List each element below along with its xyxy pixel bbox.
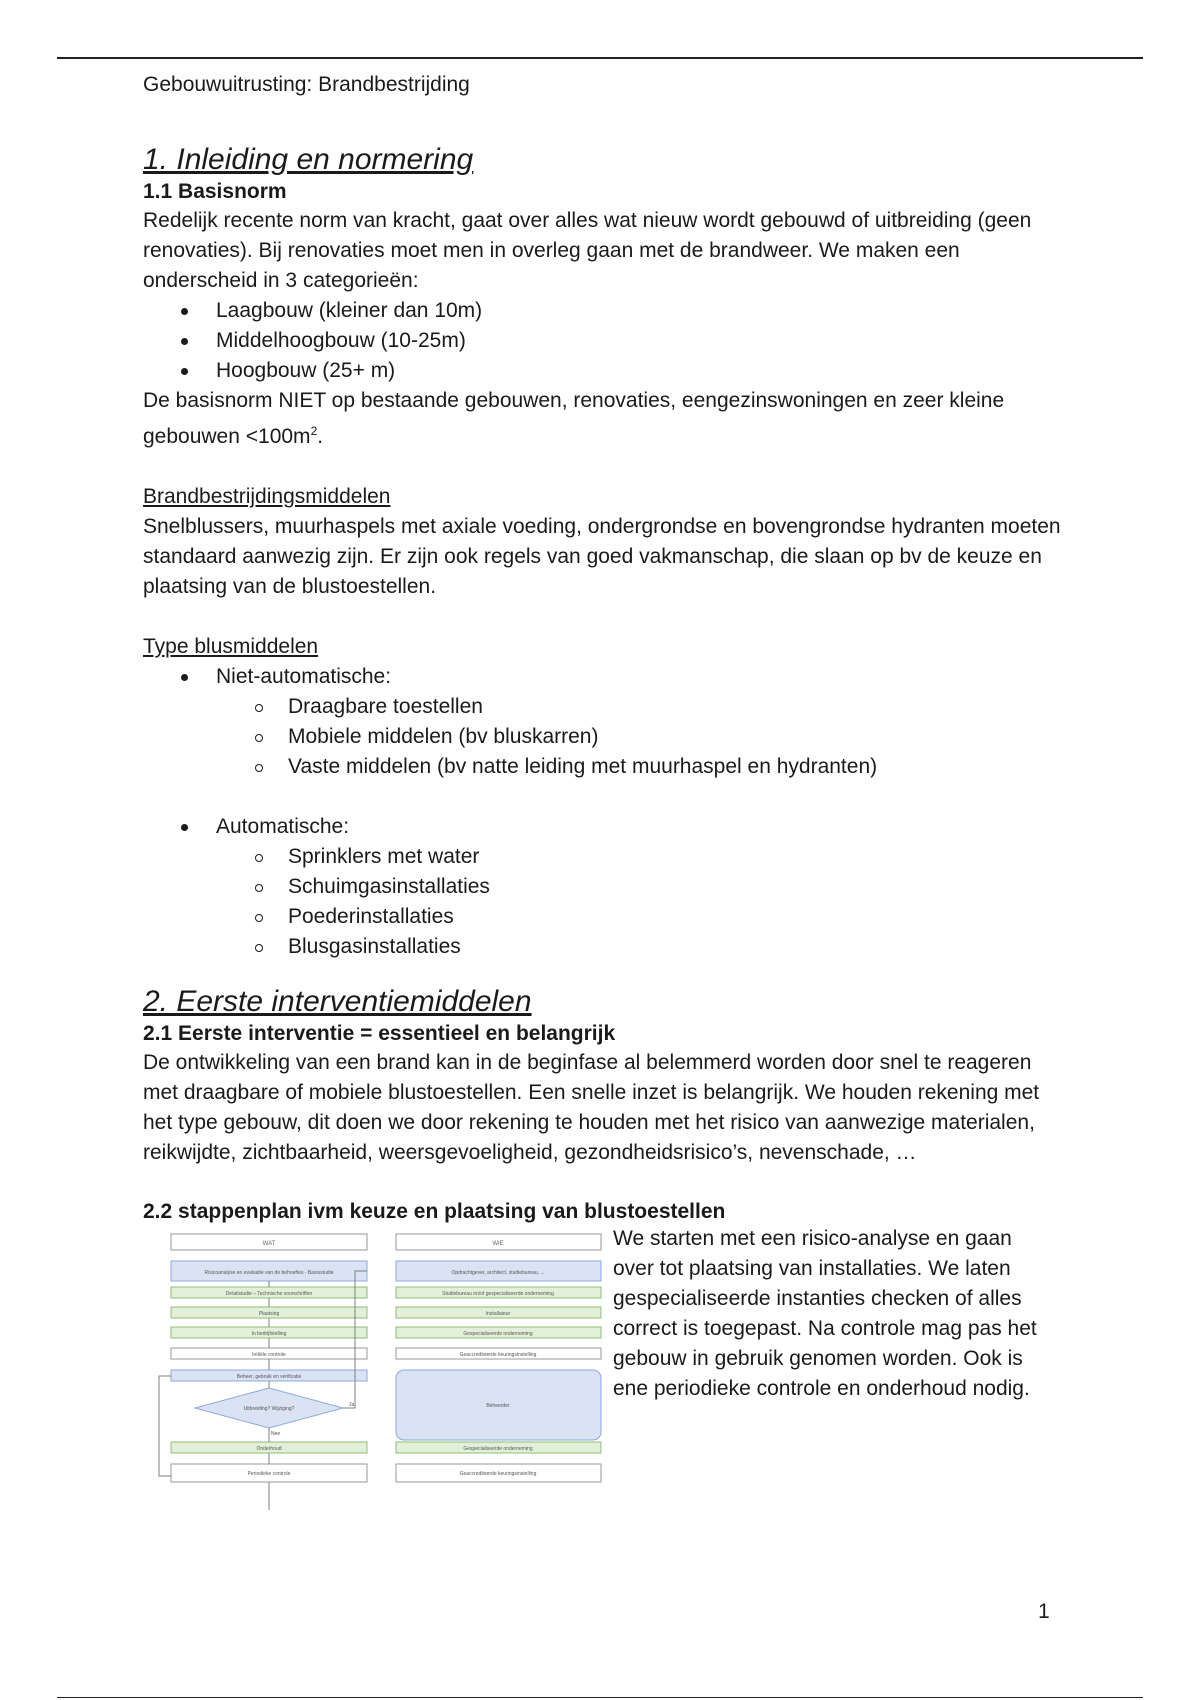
flow-step-label: Onderhoud	[256, 1446, 282, 1452]
header-rule	[57, 57, 1143, 59]
types-heading: Type blusmiddelen	[143, 635, 319, 658]
auto-sublist	[143, 842, 1063, 962]
flow-step-label: Risicoanalyse en evaluatie van de behoeftes - Basisstudie	[204, 1270, 334, 1276]
flow-step-label: Plaatsing	[258, 1311, 280, 1317]
subsection-2-2-title: 2.2 stappenplan ivm keuze en plaatsing van blustoestellen	[143, 1200, 726, 1223]
running-header: Gebouwuitrusting: Brandbestrijding	[143, 73, 470, 96]
flow-role-label: Opdrachtgever, architect, studiebureau, ...	[451, 1270, 545, 1276]
means-heading: Brandbestrijdingsmiddelen	[143, 485, 391, 508]
flow-step-label: In bedrijfstelling	[251, 1331, 287, 1337]
types-list-auto	[143, 812, 1063, 842]
list-item: Mobiele middelen (bv bluskarren)	[143, 722, 1063, 752]
flow-decision-label: Uitbreiding? Wijziging?	[243, 1406, 295, 1412]
list-item: Hoogbouw (25+ m)	[143, 356, 1063, 386]
list-item: Niet-automatische:	[143, 662, 1063, 692]
category-list	[143, 296, 1063, 386]
list-item: Vaste middelen (bv natte leiding met muurhaspel en hydranten)	[143, 752, 1063, 782]
list-item: Automatische:	[143, 812, 1063, 842]
flow-step-label: Periodieke controle	[247, 1471, 291, 1477]
subsection-2-1-title: 2.1 Eerste interventie = essentieel en belangrijk	[143, 1022, 616, 1045]
interventie-paragraph: De ontwikkeling van een brand kan in de beginfase al belemmerd worden door snel te reageren met draagbare of mobiele blustoestellen. Een snelle inzet is belangrijk. We houden rekening met het type gebouw, dit doen we door rekening te houden met het risico van aanwezige materialen, reikwijdte, zichtbaarheid, weersgevoeligheid, gezondheidsrisico’s, nevenschade, …	[143, 1051, 1040, 1164]
flow-step-label: Detailstudie – Technische voorschriften	[225, 1291, 313, 1297]
flow-step-label: Beheer, gebruik en verificatie	[236, 1374, 302, 1380]
flow-no-label: Nee	[271, 1431, 281, 1437]
list-item: Middelhoogbouw (10-25m)	[143, 326, 1063, 356]
section-1-title: 1. Inleiding en normering	[143, 143, 474, 176]
list-item: Schuimgasinstallaties	[143, 872, 1063, 902]
page-content	[143, 70, 1063, 1518]
page-number: 1	[1038, 1600, 1050, 1623]
flow-role-label: Installateur	[485, 1311, 511, 1317]
footer-rule	[57, 1697, 1143, 1698]
flow-role-label: Beheerder	[486, 1403, 510, 1409]
flow-yes-label: Ja	[349, 1402, 355, 1408]
stappenplan-flowchart	[143, 1228, 608, 1518]
flow-header-wie-label: WIE	[492, 1241, 504, 1247]
types-list	[143, 662, 1063, 692]
stappenplan-paragraph: We starten met een risico-analyse en gaan over tot plaatsing van installaties. We laten gespecialiseerde instanties checken of alles correct is toegepast. Na controle mag pas het gebouw in gebruik genomen worden. Ook is ene periodieke controle en onderhoud nodig.	[613, 1227, 1037, 1400]
section-2-title: 2. Eerste interventiemiddelen	[143, 985, 532, 1018]
subsection-1-1-title: 1.1 Basisnorm	[143, 180, 287, 203]
list-item: Laagbouw (kleiner dan 10m)	[143, 296, 1063, 326]
list-item: Sprinklers met water	[143, 842, 1063, 872]
flow-role-label: Studiebureau en/of gespecialiseerde onderneming	[442, 1291, 554, 1297]
flow-role-label: Gespecialiseerde onderneming	[463, 1446, 533, 1452]
stappenplan-row	[143, 1228, 1063, 1518]
list-item: Draagbare toestellen	[143, 692, 1063, 722]
list-item: Poederinstallaties	[143, 902, 1063, 932]
flow-header-wat-label: WAT	[262, 1241, 276, 1247]
list-item: Blusgasinstallaties	[143, 932, 1063, 962]
basisnorm-intro: Redelijk recente norm van kracht, gaat over alles wat nieuw wordt gebouwd of uitbreiding (geen renovaties). Bij renovaties moet men in overleg gaan met de brandweer. We maken een onderscheid in 3 categorieën:	[143, 209, 1032, 292]
flow-role-label: Geaccrediteerde keuringsinstelling	[459, 1352, 537, 1358]
not-applicable-paragraph: De basisnorm NIET op bestaande gebouwen, renovaties, eengezinswoningen en zeer kleine gebouwen $<100m^2$.	[143, 389, 1005, 448]
means-paragraph: Snelblussers, muurhaspels met axiale voeding, ondergrondse en bovengrondse hydranten moeten standaard aanwezig zijn. Er zijn ook regels van goed vakmanschap, die slaan op bv de keuze en plaatsing van de blustoestellen.	[143, 515, 1061, 598]
flow-role-label: Gespecialiseerde onderneming	[463, 1331, 533, 1337]
manual-sublist	[143, 692, 1063, 782]
flow-role-label: Geaccrediteerde keuringsinstelling	[459, 1471, 537, 1477]
flow-step-label: Initiële controle	[252, 1352, 286, 1358]
